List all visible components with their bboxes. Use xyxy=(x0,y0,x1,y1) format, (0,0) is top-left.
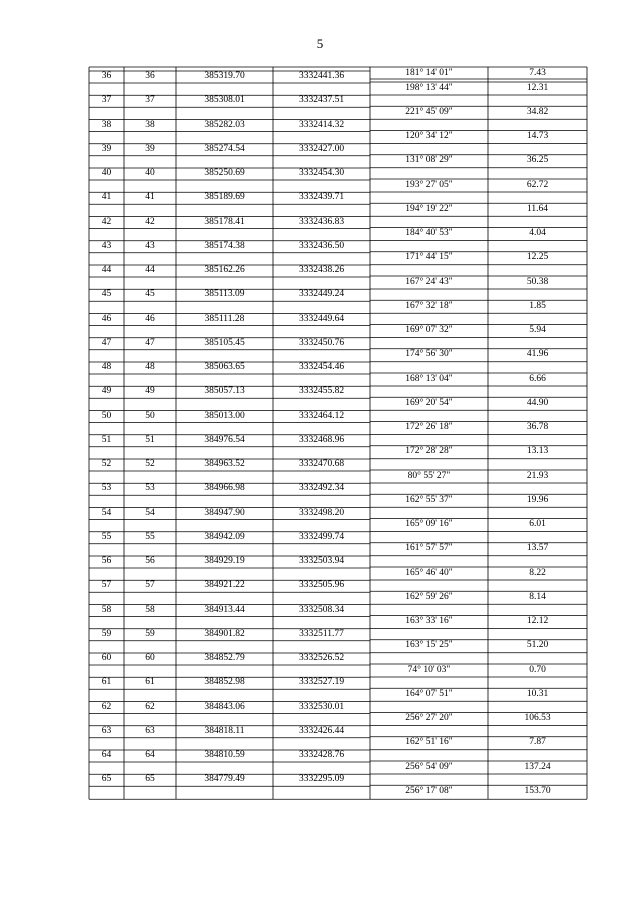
point-number-repeat: 53 xyxy=(145,483,155,494)
point-number-repeat: 38 xyxy=(145,119,155,130)
bearing-distance: 62.72 xyxy=(526,179,549,190)
coordinate-y: 3332470.68 xyxy=(298,459,345,469)
point-number: 38 xyxy=(101,119,112,130)
bearing-angle: 165° 09' 16" xyxy=(405,519,453,529)
coordinate-x: 384818.11 xyxy=(204,725,245,736)
point-number: 53 xyxy=(101,483,112,494)
point-number-repeat: 50 xyxy=(145,410,155,421)
bearing-distance: 5.94 xyxy=(529,325,546,335)
bearing-angle: 168° 13' 04" xyxy=(405,373,453,384)
coordinate-x: 385063.65 xyxy=(204,362,245,372)
coordinate-x: 384779.49 xyxy=(204,774,245,785)
coordinate-x: 385162.26 xyxy=(204,265,245,275)
point-number: 39 xyxy=(101,143,112,154)
bearing-distance: 19.96 xyxy=(526,494,549,505)
coordinate-x: 384852.98 xyxy=(204,677,245,688)
bearing-angle: 193° 27' 05" xyxy=(405,179,453,190)
coordinate-y: 3332454.46 xyxy=(298,362,345,372)
point-number: 45 xyxy=(101,289,112,300)
bearing-angle: 184° 40' 53" xyxy=(405,228,453,238)
point-number: 43 xyxy=(101,240,112,251)
coordinate-y: 3332449.64 xyxy=(298,313,345,324)
point-number-repeat: 44 xyxy=(145,265,155,275)
coordinate-y: 3332436.50 xyxy=(298,240,345,251)
point-number: 46 xyxy=(101,313,112,324)
bearing-angle: 256° 27' 20" xyxy=(405,713,453,723)
coordinate-x: 385308.01 xyxy=(204,95,245,106)
coordinate-x: 385057.13 xyxy=(204,386,245,397)
point-number: 48 xyxy=(101,362,112,372)
bearing-distance: 106.53 xyxy=(524,713,551,723)
coordinate-x: 384810.59 xyxy=(204,750,245,760)
bearing-distance: 0.70 xyxy=(529,664,546,675)
bearing-angle: 198° 13' 44" xyxy=(405,82,453,93)
coordinate-x: 385250.69 xyxy=(204,168,245,178)
point-number: 36 xyxy=(101,71,112,81)
coordinate-y: 3332526.52 xyxy=(298,653,345,663)
point-number-repeat: 47 xyxy=(145,337,155,348)
bearing-distance: 44.90 xyxy=(526,397,549,408)
bearing-distance: 13.57 xyxy=(526,543,549,554)
point-number-repeat: 55 xyxy=(145,531,155,542)
bearing-angle: 167° 24' 43" xyxy=(405,276,453,287)
bearing-distance: 36.78 xyxy=(526,422,549,432)
bearing-angle: 164° 07' 51" xyxy=(405,688,453,699)
coordinate-y: 3332499.74 xyxy=(298,531,345,542)
point-number-repeat: 41 xyxy=(145,192,155,203)
bearing-distance: 8.14 xyxy=(529,591,546,602)
bearing-angle: 161° 57' 57" xyxy=(405,543,453,554)
bearing-distance: 13.13 xyxy=(526,446,549,457)
bearing-angle: 256° 54' 09" xyxy=(405,761,453,772)
bearing-angle: 162° 55' 37" xyxy=(405,494,453,505)
coordinate-y: 3332455.82 xyxy=(298,386,345,397)
point-number: 64 xyxy=(101,750,112,760)
coordinate-x: 385111.28 xyxy=(204,313,245,324)
bearing-angle: 169° 20' 54" xyxy=(405,397,453,408)
point-number: 56 xyxy=(101,556,112,566)
coordinate-y: 3332295.09 xyxy=(298,774,345,785)
point-number: 44 xyxy=(101,265,112,275)
point-number: 58 xyxy=(101,604,112,615)
point-number: 47 xyxy=(101,337,112,348)
coordinate-y: 3332439.71 xyxy=(298,192,345,203)
coordinate-x: 385274.54 xyxy=(204,143,245,154)
bearing-distance: 36.25 xyxy=(526,155,549,166)
coordinate-y: 3332437.51 xyxy=(298,95,345,106)
coordinate-y: 3332450.76 xyxy=(298,337,345,348)
point-number-repeat: 42 xyxy=(145,216,155,227)
bearing-distance: 34.82 xyxy=(526,106,549,117)
point-number: 49 xyxy=(101,386,112,397)
coordinate-y: 3332426.44 xyxy=(298,725,345,736)
coordinate-y: 3332414.32 xyxy=(298,119,345,130)
bearing-distance: 1.85 xyxy=(529,300,546,311)
point-number: 42 xyxy=(101,216,112,227)
bearing-angle: 162° 51' 16" xyxy=(405,737,453,748)
point-number-repeat: 36 xyxy=(145,71,155,81)
bearing-distance: 12.31 xyxy=(526,82,549,93)
bearing-angle: 221° 45' 09" xyxy=(405,106,453,117)
coordinate-x: 385178.41 xyxy=(204,216,245,227)
bearing-angle: 169° 07' 32" xyxy=(405,325,453,335)
coordinate-y: 3332441.36 xyxy=(298,71,345,81)
coordinate-x: 385319.70 xyxy=(204,71,245,81)
coordinate-x: 384929.19 xyxy=(204,556,245,566)
coordinate-x: 384963.52 xyxy=(204,459,245,469)
point-number-repeat: 45 xyxy=(145,289,155,300)
point-number-repeat: 64 xyxy=(145,750,155,760)
point-number-repeat: 63 xyxy=(145,725,155,736)
coordinate-y: 3332436.83 xyxy=(298,216,345,227)
coordinate-y: 3332454.30 xyxy=(298,168,345,178)
bearing-distance: 6.66 xyxy=(529,373,546,384)
point-number: 65 xyxy=(101,774,112,785)
bearing-angle: 165° 46' 40" xyxy=(405,567,453,578)
coordinate-y: 3332508.34 xyxy=(298,604,345,615)
coordinate-x: 384852.79 xyxy=(204,653,245,663)
bearing-angle: 163° 15' 25" xyxy=(405,640,453,651)
bearing-angle: 167° 32' 18" xyxy=(405,300,453,311)
bearing-distance: 21.93 xyxy=(526,470,549,481)
bearing-angle: 172° 28' 28" xyxy=(405,446,453,457)
point-number-repeat: 56 xyxy=(145,556,155,566)
bearing-angle: 163° 33' 16" xyxy=(405,616,453,626)
coordinate-y: 3332438.26 xyxy=(298,265,345,275)
bearing-angle: 194° 19' 22" xyxy=(405,203,453,214)
point-number-repeat: 39 xyxy=(145,143,155,154)
bearing-angle: 74° 10' 03" xyxy=(407,664,451,675)
point-number: 51 xyxy=(101,434,112,445)
coordinate-x: 384843.06 xyxy=(204,701,245,712)
bearing-angle: 131° 08' 29" xyxy=(405,155,453,166)
coordinate-x: 385105.45 xyxy=(204,337,245,348)
coordinate-y: 3332503.94 xyxy=(298,556,345,566)
bearing-distance: 14.73 xyxy=(526,131,549,141)
point-number-repeat: 46 xyxy=(145,313,155,324)
point-number-repeat: 65 xyxy=(145,774,155,785)
bearing-distance: 50.38 xyxy=(526,276,549,287)
point-number: 54 xyxy=(101,507,112,518)
bearing-distance: 12.25 xyxy=(526,252,549,263)
bearing-distance: 10.31 xyxy=(526,688,549,699)
point-number-repeat: 60 xyxy=(145,653,155,663)
coordinate-y: 3332428.76 xyxy=(298,750,345,760)
coordinate-x: 384901.82 xyxy=(204,628,245,639)
coordinate-x: 384913.44 xyxy=(204,604,245,615)
bearing-angle: 120° 34' 12" xyxy=(405,131,453,141)
point-number-repeat: 43 xyxy=(145,240,155,251)
point-number-repeat: 57 xyxy=(145,580,155,591)
point-number: 40 xyxy=(101,168,112,178)
page-number: 5 xyxy=(316,36,324,51)
bearing-distance: 8.22 xyxy=(529,567,546,578)
coordinate-y: 3332468.96 xyxy=(298,434,345,445)
bearing-distance: 51.20 xyxy=(526,640,549,651)
point-number: 57 xyxy=(101,580,112,591)
coordinate-x: 385189.69 xyxy=(204,192,245,203)
bearing-angle: 256° 17' 08" xyxy=(405,785,453,796)
bearing-distance: 4.04 xyxy=(529,228,546,238)
point-number-repeat: 62 xyxy=(145,701,155,712)
point-number-repeat: 58 xyxy=(145,604,155,615)
bearing-angle: 172° 26' 18" xyxy=(405,422,453,432)
bearing-distance: 7.87 xyxy=(529,737,546,748)
point-number: 41 xyxy=(101,192,112,203)
coordinate-y: 3332464.12 xyxy=(298,410,345,421)
coordinate-y: 3332505.96 xyxy=(298,580,345,591)
coordinate-x: 385174.38 xyxy=(204,240,245,251)
coordinate-y: 3332492.34 xyxy=(298,483,345,494)
bearing-angle: 171° 44' 15" xyxy=(405,252,453,263)
bearing-distance: 6.01 xyxy=(529,519,546,529)
coordinate-y: 3332511.77 xyxy=(299,628,344,639)
bearing-distance: 12.12 xyxy=(526,616,549,626)
coordinate-x: 385282.03 xyxy=(204,119,245,130)
bearing-distance: 11.64 xyxy=(526,203,549,214)
coordinate-y: 3332427.00 xyxy=(298,143,345,154)
coordinate-y: 3332498.20 xyxy=(298,507,345,518)
point-number-repeat: 51 xyxy=(145,434,155,445)
point-number: 55 xyxy=(101,531,112,542)
point-number-repeat: 49 xyxy=(145,386,155,397)
coordinate-y: 3332530.01 xyxy=(298,701,345,712)
point-number: 60 xyxy=(101,653,112,663)
point-number-repeat: 52 xyxy=(145,459,155,469)
coordinate-x: 384976.54 xyxy=(204,434,245,445)
coordinate-y: 3332527.19 xyxy=(298,677,345,688)
point-number-repeat: 54 xyxy=(145,507,155,518)
point-number: 63 xyxy=(101,725,112,736)
bearing-distance: 153.70 xyxy=(524,785,551,796)
point-number: 62 xyxy=(101,701,112,712)
point-number: 50 xyxy=(101,410,112,421)
point-number-repeat: 61 xyxy=(145,677,155,688)
bearing-angle: 80° 55' 27" xyxy=(407,470,451,481)
point-number: 37 xyxy=(101,95,112,106)
point-number: 59 xyxy=(101,628,112,639)
bearing-angle: 181° 14' 01" xyxy=(405,68,453,78)
point-number-repeat: 48 xyxy=(145,362,155,372)
point-number-repeat: 37 xyxy=(145,95,155,106)
coordinate-x: 384966.98 xyxy=(204,483,245,494)
point-number: 52 xyxy=(101,459,112,469)
bearing-angle: 174° 56' 30" xyxy=(405,349,453,360)
coordinate-x: 384921.22 xyxy=(204,580,245,591)
coordinate-y: 3332449.24 xyxy=(298,289,345,300)
coordinate-x: 384947.90 xyxy=(204,507,245,518)
bearing-angle: 162° 59' 26" xyxy=(405,591,453,602)
bearing-distance: 41.96 xyxy=(526,349,549,360)
coordinate-x: 384942.09 xyxy=(204,531,245,542)
point-number-repeat: 40 xyxy=(145,168,155,178)
bearing-distance: 137.24 xyxy=(524,761,551,772)
bearing-distance: 7.43 xyxy=(529,68,546,78)
coordinate-x: 385013.00 xyxy=(204,410,245,421)
point-number-repeat: 59 xyxy=(145,628,155,639)
coordinate-x: 385113.09 xyxy=(204,289,245,300)
point-number: 61 xyxy=(101,677,112,688)
